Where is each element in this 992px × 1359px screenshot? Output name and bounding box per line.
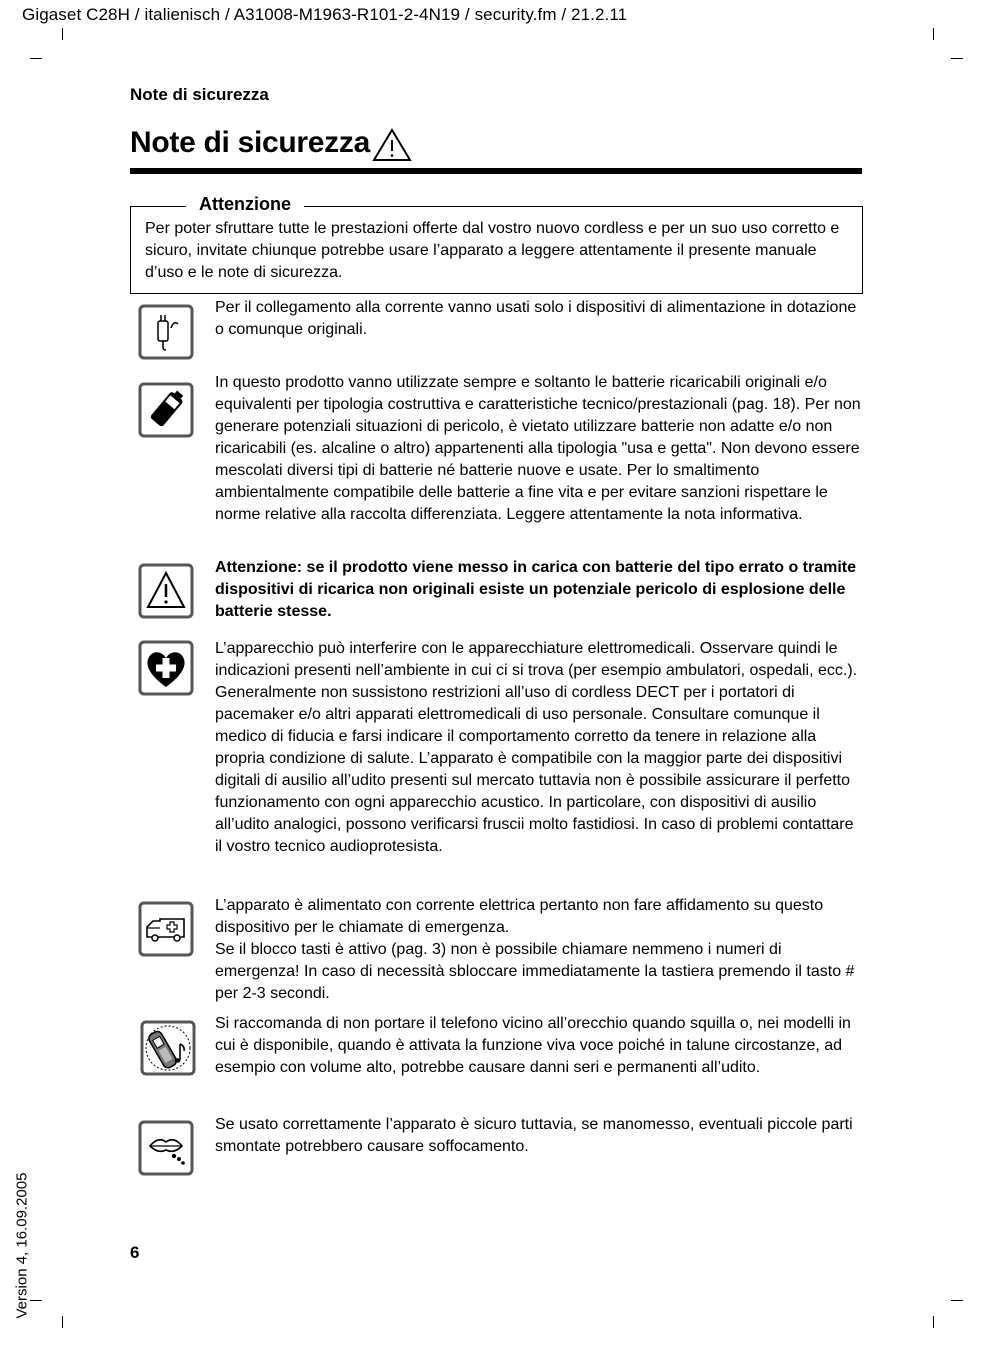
crop-mark [951,1300,963,1301]
medical-heart-icon [138,640,194,696]
page-title: Note di sicurezza [130,126,370,159]
title-rule [130,168,862,174]
item-text-warning: Attenzione: se il prodotto viene messo in carica con batterie del tipo errato o tramite dispositivi di ricarica non originali esiste un potenziale pericolo di esplosione delle batterie stesse. [215,559,857,620]
crop-mark [62,28,63,40]
battery-icon [138,382,194,438]
notice-label: Attenzione [186,194,304,215]
running-head: Note di sicurezza [130,85,269,104]
crop-mark [30,1300,42,1301]
phone-ringing-icon [140,1020,196,1076]
choking-hazard-icon [138,1120,194,1176]
power-adapter-icon [138,304,194,360]
item-text-emergency: L’apparato è alimentato con corrente elettrica pertanto non fare affidamento su questo dispositivo per le chiamate di emergenza. Se il blocco tasti è attivo (pag. 3) non è possibile chiamare nemmeno i numeri di emergenza! In caso di necessità sbloccare immediatamente la tastiera premendo il tasto # per 2-3 secondi. [215,897,855,1002]
item-text-power: Per il collegamento alla corrente vanno usati solo i dispositivi di alimentazione in dotazione o comunque originali. [215,299,857,338]
item-text-choking: Se usato correttamente l’apparato è sicuro tuttavia, se manomesso, eventuali piccole parti smontate potrebbero causare soffocamento. [215,1116,853,1155]
crop-mark [30,58,42,59]
warning-triangle-icon [372,128,412,162]
warning-icon [138,563,194,619]
item-text-medical: L’apparecchio può interferire con le apparecchiature elettromedicali. Osservare quindi le indicazioni presenti nell’ambiente in cui ci si trova (per esempio ambulatori, ospedali, ecc.). Generalmente non sussistono restrizioni all’uso di cordless DECT per i portatori di pacemaker e/o altri apparati elettromedicali di uso personale. Consultare comunque il medico di fiducia e farsi indicare il comportamento corretto da tenere in relazione alla propria condizione di salute. L’apparato è compatibile con la maggior parte dei dispositivi digitali di ausilio all’udito presenti sul mercato tuttavia non è possibile assicurare il perfetto funzionamento con ogni apparecchio acustico. In particolare, con dispositivi di ausilio all’udito analogici, possono verificarsi fruscii molto fastidiosi. In caso di problemi contattare il vostro tecnico audioprotesista. [215,640,858,855]
item-text-battery: In questo prodotto vanno utilizzate sempre e soltanto le batterie ricaricabili originali e/o equivalenti per tipologia costruttiva e caratteristiche tecnico/prestazionali (pag. 18). Per non generare potenziali situazioni di pericolo, è vietato utilizzare batterie non adatte e/o non ricaricabili (es. alcaline o altro) appartenenti alla tipologia "usa e getta". Non devono essere mescolati diversi tipi di batterie né batterie nuove e usate. Per lo smaltimento ambientalmente compatibile delle batterie a fine vita e per evitare sanzioni rispettare le norme relative alla raccolta differenziata. Leggere attentamente la nota informativa. [215,374,861,523]
crop-mark [933,28,934,40]
file-info-header: Gigaset C28H / italienisch / A31008-M1963-R101-2-4N19 / security.fm / 21.2.11 [22,5,628,24]
item-text-hearing: Si raccomanda di non portare il telefono vicino all’orecchio quando squilla o, nei modelli in cui è disponibile, quando è attivata la funzione viva voce poiché in talune circostanze, ad esempio con volume alto, potrebbe causare danni seri e permanenti all’udito. [215,1015,851,1076]
ambulance-icon [138,901,194,957]
crop-mark [933,1316,934,1328]
crop-mark [62,1316,63,1328]
page-number: 6 [130,1243,140,1262]
version-label: Version 4, 16.09.2005 [13,1172,31,1319]
notice-text: Per poter sfruttare tutte le prestazioni offerte dal vostro nuovo cordless e per un suo uso corretto e sicuro, invitate chiunque potrebbe usare l’apparato a leggere attentamente il presente manuale d’uso e le note di sicurezza. [145,220,840,281]
crop-mark [951,58,963,59]
